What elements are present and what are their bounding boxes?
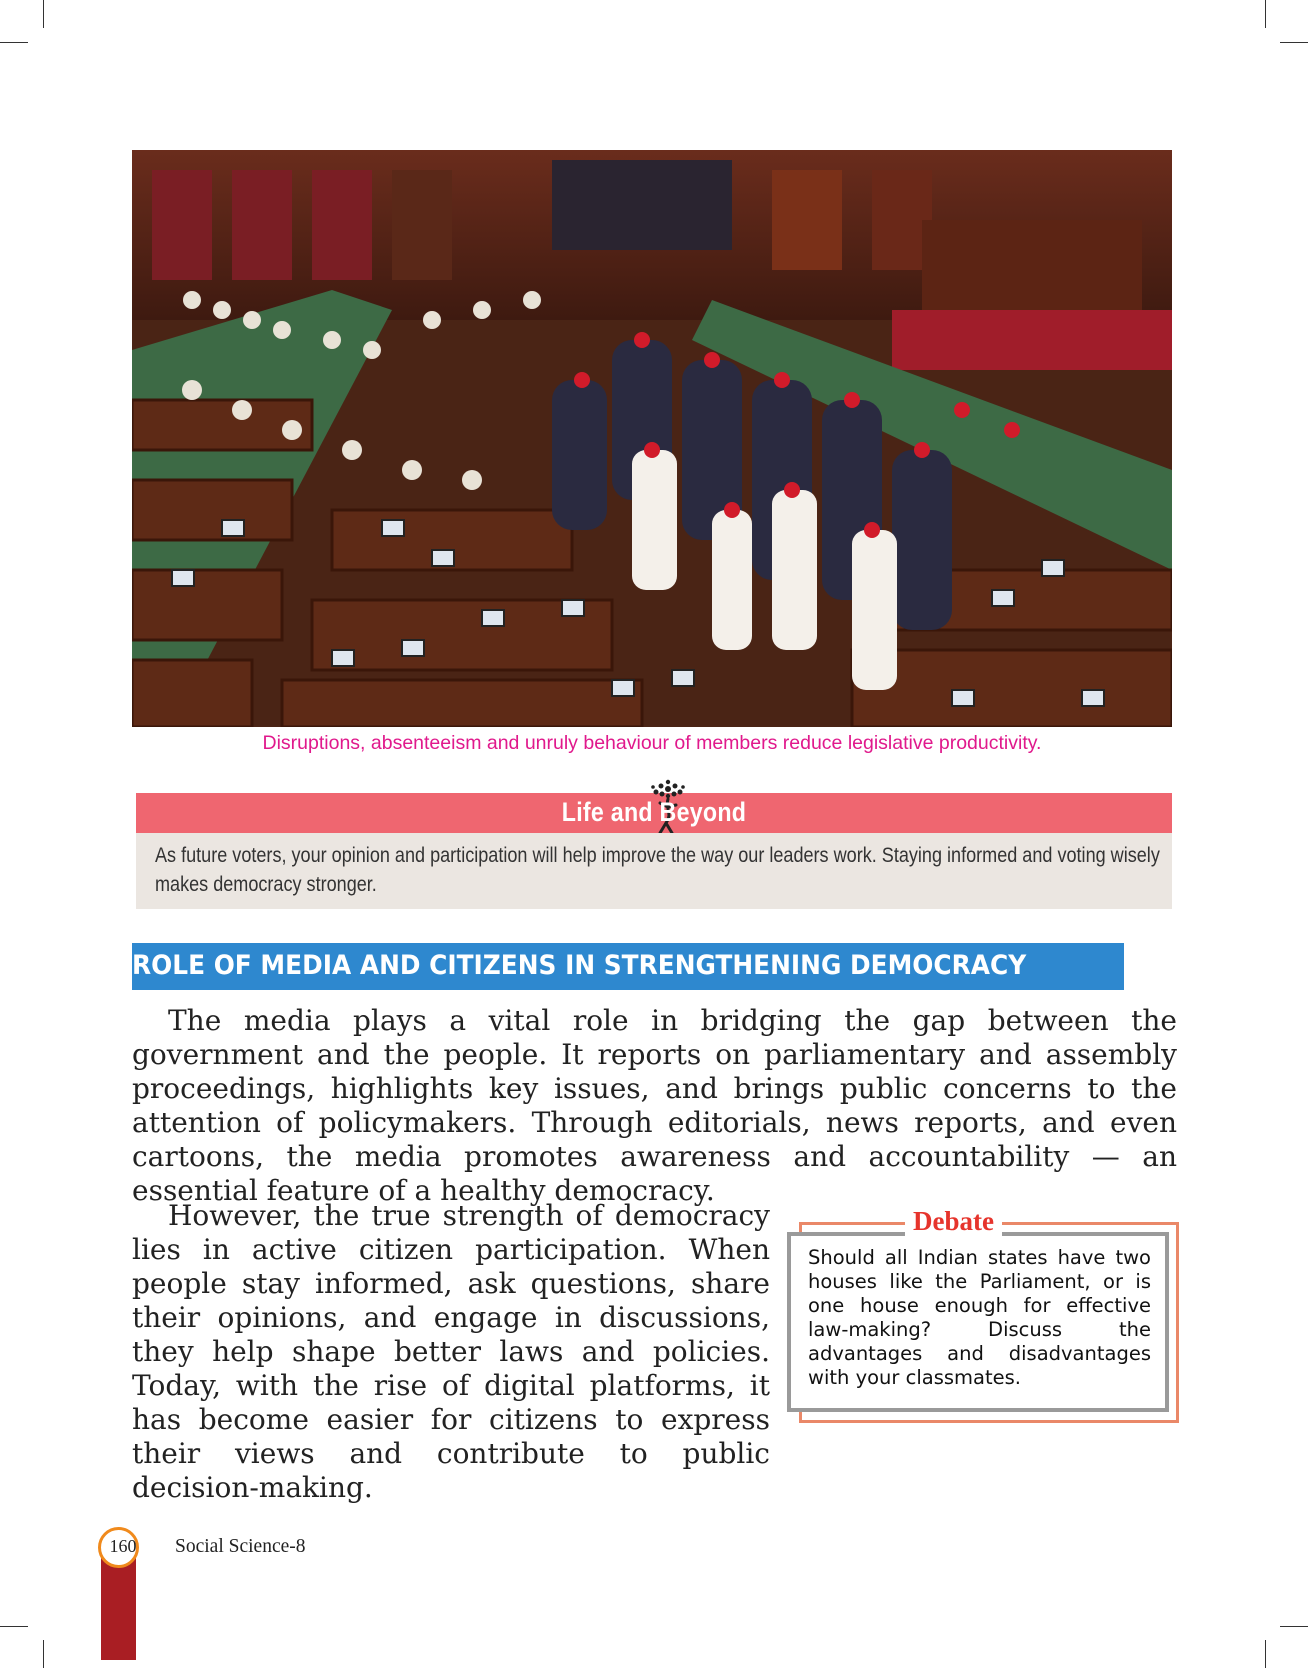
crop-mark [1265, 0, 1266, 28]
crop-mark [1265, 1640, 1266, 1668]
crop-mark [43, 0, 44, 28]
paragraph-citizens: However, the true strength of democracy lies in active citizen participation. When people stay informed, ask questions, share their opinions, and engage in discussions, they help shape better laws and policies. Today, with the rise of digital platforms, it has become easier for citizens to express their views and contribute to public decision-making. [132, 1199, 770, 1504]
life-and-beyond-title: Life and Beyond [561, 797, 747, 827]
section-heading-bar [132, 943, 1124, 990]
crop-mark [0, 1626, 28, 1627]
crop-mark [1280, 1626, 1308, 1627]
page-number: 160 [109, 1536, 137, 1556]
crop-mark [0, 42, 28, 43]
crop-mark [43, 1640, 44, 1668]
assembly-photo [132, 150, 1172, 727]
life-and-beyond-text: As future voters, your opinion and participation will help improve the way our leaders work. Staying informed and voting wisely makes democracy stronger. [155, 844, 1160, 896]
paragraph-media: The media plays a vital role in bridging the gap between the government and the people. It reports on parliamentary and assembly proceedings, highlights key issues, and brings public concerns to the attention of policymakers. Through editorials, news reports, and even cartoons, the media promotes awareness and accountability — an essential feature of a healthy democracy. [132, 1004, 1177, 1207]
life-and-beyond-body [136, 833, 1172, 909]
debate-title: Debate [905, 1206, 1002, 1237]
crop-mark [1280, 42, 1308, 43]
life-and-beyond-header [136, 793, 1172, 833]
section-heading: ROLE OF MEDIA AND CITIZENS IN STRENGTHENING DEMOCRACY [132, 950, 1027, 981]
figure-caption: Disruptions, absenteeism and unruly behaviour of members reduce legislative productivity. [262, 732, 1042, 754]
book-title: Social Science-8 [175, 1536, 306, 1557]
debate-text: Should all Indian states have two houses like the Parliament, or is one house enough for effective law-making? Discuss the advantages and disadvantages with your classmates. [808, 1246, 1151, 1389]
